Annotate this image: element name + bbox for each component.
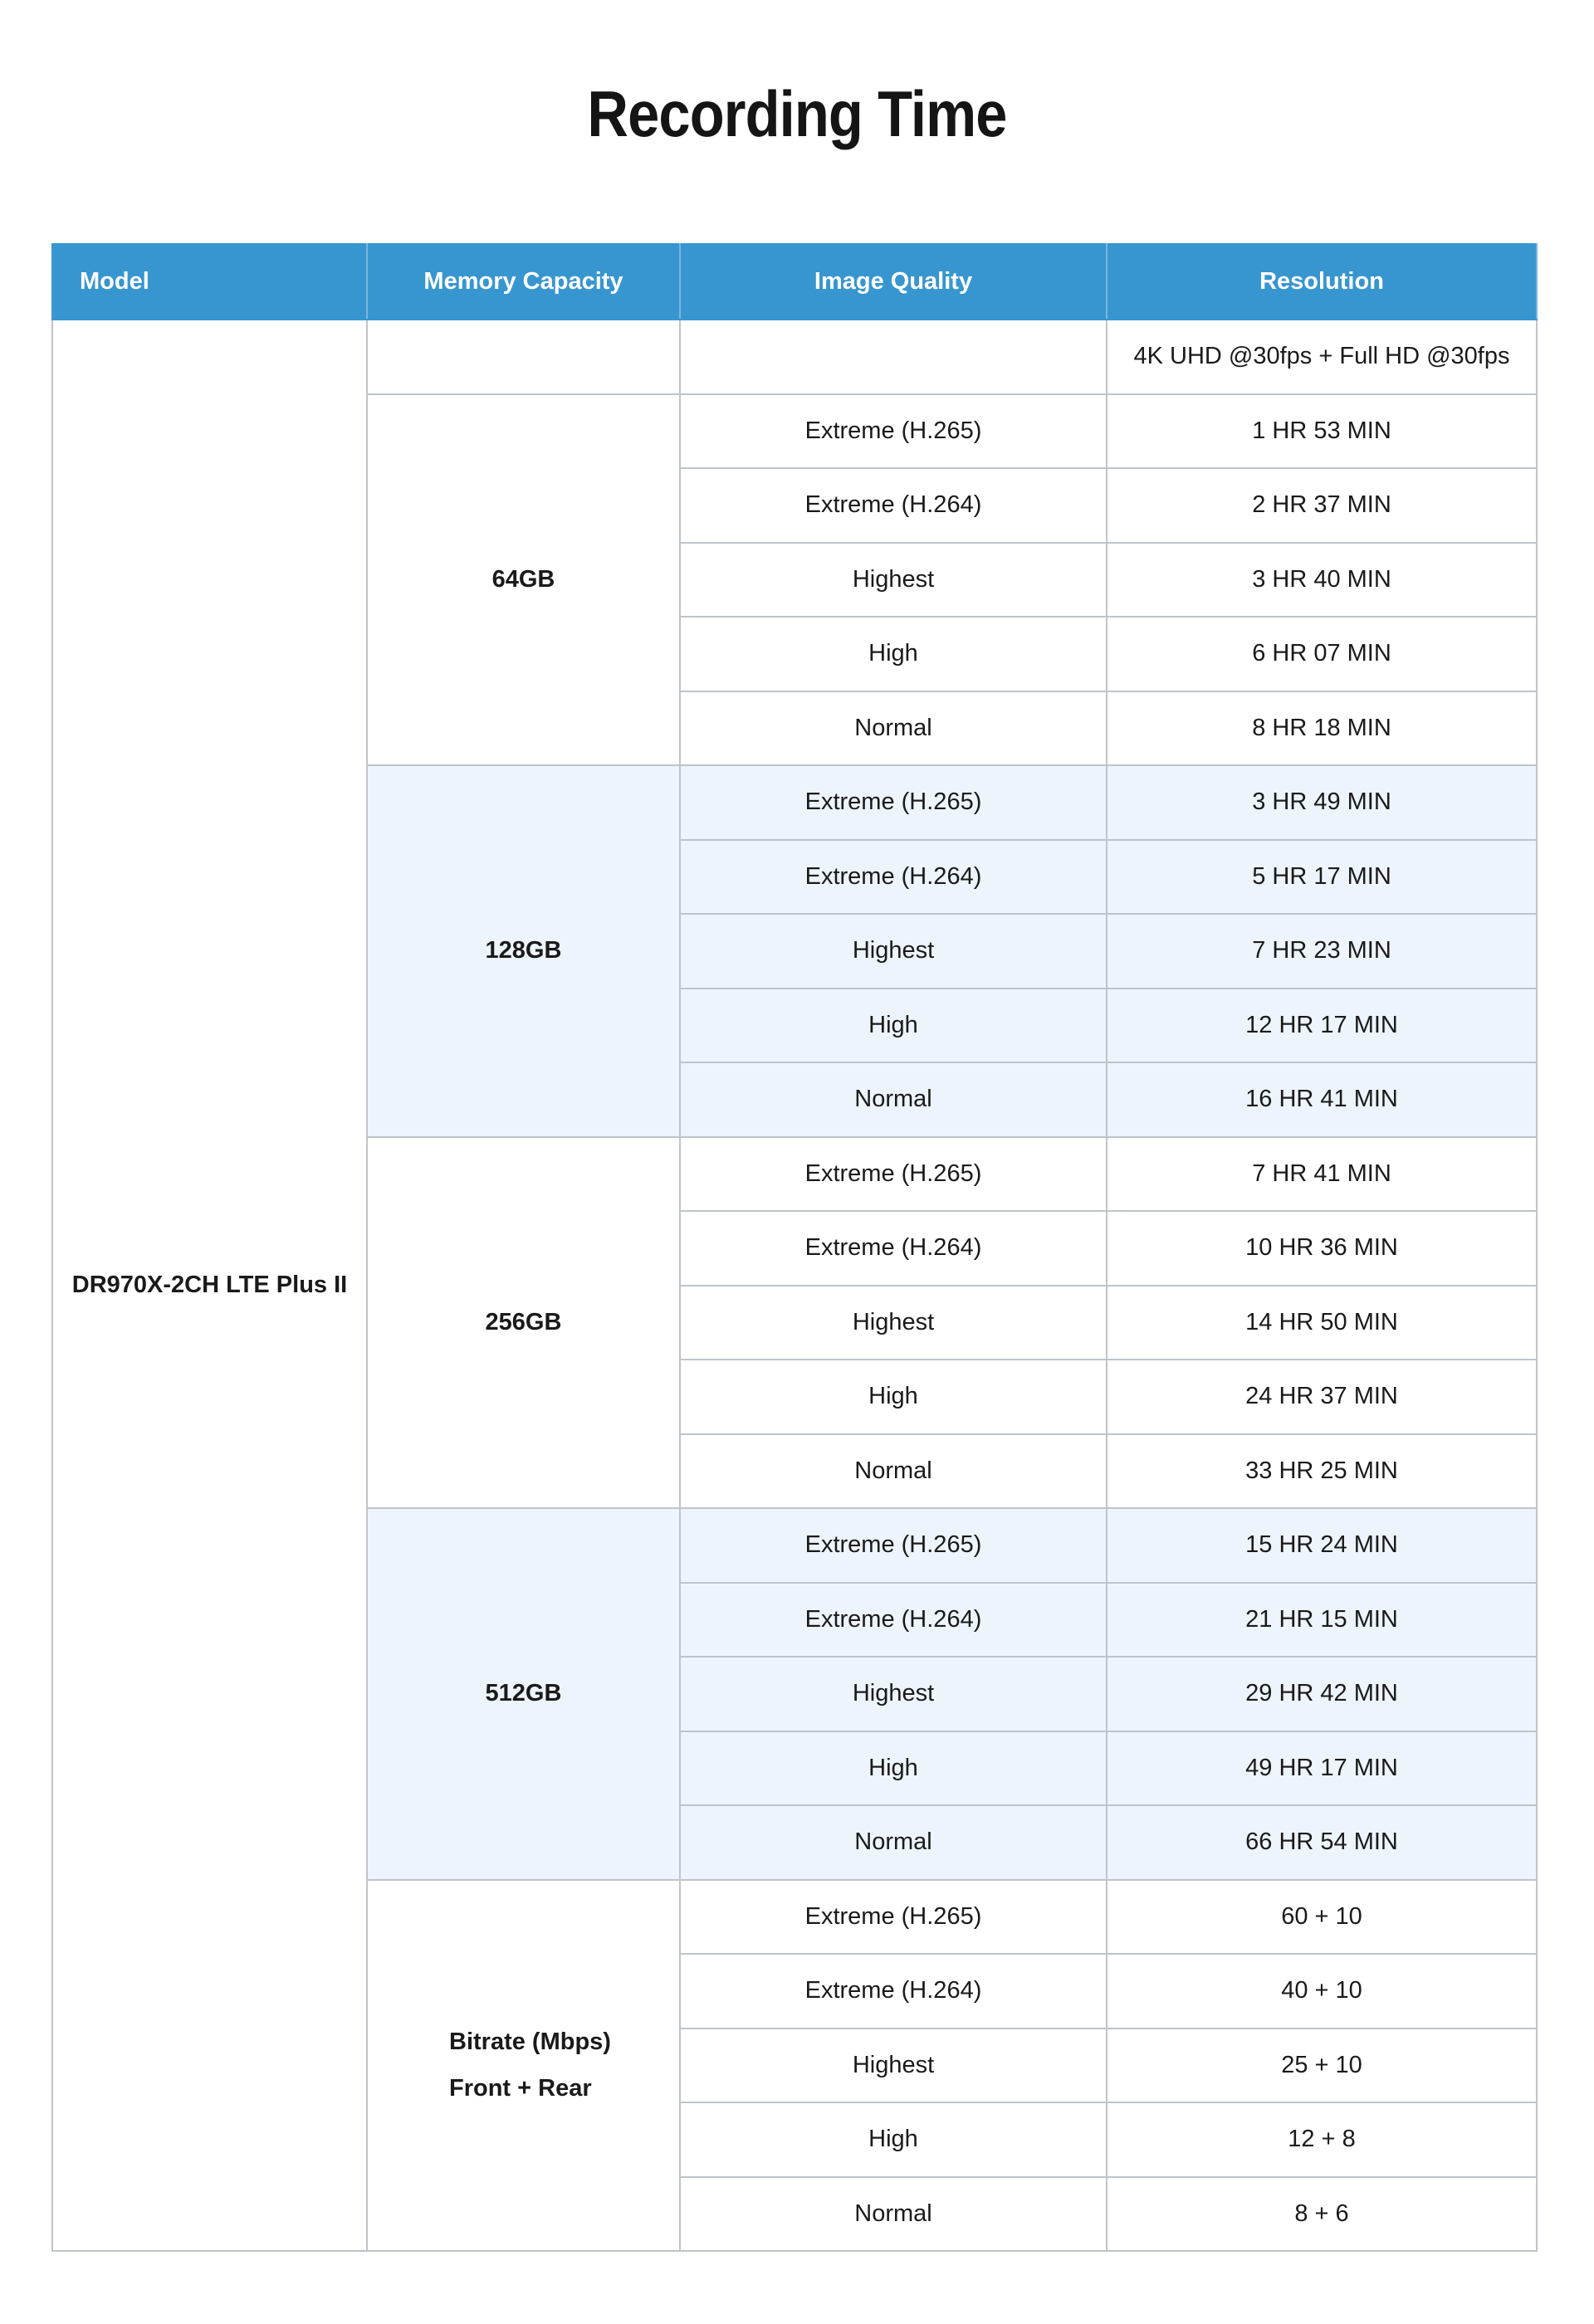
quality-cell: Highest — [680, 1657, 1107, 1731]
quality-cell: Extreme (H.265) — [680, 394, 1107, 469]
quality-cell: High — [680, 1731, 1107, 1806]
empty-cell — [367, 320, 680, 394]
bitrate-value-cell: 60 + 10 — [1107, 1880, 1537, 1955]
time-cell: 2 HR 37 MIN — [1107, 468, 1537, 543]
quality-cell: Extreme (H.264) — [680, 1954, 1107, 2029]
table-header-row — [52, 244, 1537, 320]
quality-cell: Extreme (H.265) — [680, 1508, 1107, 1583]
time-cell: 12 HR 17 MIN — [1107, 989, 1537, 1063]
quality-cell: Highest — [680, 1286, 1107, 1360]
capacity-cell: 256GB — [367, 1137, 680, 1509]
time-cell: 10 HR 36 MIN — [1107, 1211, 1537, 1286]
capacity-cell: 128GB — [367, 765, 680, 1137]
bitrate-sublabel: Front + Rear — [449, 2075, 592, 2102]
quality-cell: Normal — [680, 1062, 1107, 1137]
time-cell: 24 HR 37 MIN — [1107, 1360, 1537, 1434]
time-cell: 29 HR 42 MIN — [1107, 1657, 1537, 1731]
quality-cell: Normal — [680, 691, 1107, 766]
quality-cell: Highest — [680, 543, 1107, 618]
header-memory-capacity: Memory Capacity — [367, 244, 680, 320]
time-cell: 7 HR 41 MIN — [1107, 1137, 1537, 1212]
quality-cell: Extreme (H.264) — [680, 1583, 1107, 1658]
header-resolution: Resolution — [1107, 244, 1537, 320]
header-image-quality: Image Quality — [680, 244, 1107, 320]
bitrate-value-cell: 12 + 8 — [1107, 2102, 1537, 2177]
quality-cell: Extreme (H.265) — [680, 1137, 1107, 1212]
time-cell: 1 HR 53 MIN — [1107, 394, 1537, 469]
time-cell: 16 HR 41 MIN — [1107, 1062, 1537, 1137]
quality-cell: Normal — [680, 1434, 1107, 1509]
quality-cell: Normal — [680, 2177, 1107, 2252]
time-cell: 7 HR 23 MIN — [1107, 914, 1537, 989]
time-cell: 15 HR 24 MIN — [1107, 1508, 1537, 1583]
header-model: Model — [52, 244, 367, 320]
time-cell: 66 HR 54 MIN — [1107, 1805, 1537, 1880]
quality-cell: High — [680, 1360, 1107, 1434]
time-cell: 21 HR 15 MIN — [1107, 1583, 1537, 1658]
quality-cell: High — [680, 989, 1107, 1063]
time-cell: 33 HR 25 MIN — [1107, 1434, 1537, 1509]
empty-cell — [680, 320, 1107, 394]
bitrate-value-cell: 25 + 10 — [1107, 2029, 1537, 2103]
time-cell: 3 HR 49 MIN — [1107, 765, 1537, 840]
time-cell: 3 HR 40 MIN — [1107, 543, 1537, 618]
capacity-cell: 512GB — [367, 1508, 680, 1880]
bitrate-label: Bitrate (Mbps) — [449, 2029, 611, 2056]
quality-cell: High — [680, 2102, 1107, 2177]
time-cell: 8 HR 18 MIN — [1107, 691, 1537, 766]
time-cell: 14 HR 50 MIN — [1107, 1286, 1537, 1360]
quality-cell: Extreme (H.265) — [680, 1880, 1107, 1955]
model-cell: DR970X-2CH LTE Plus II — [52, 320, 367, 2251]
time-cell: 6 HR 07 MIN — [1107, 617, 1537, 691]
resolution-label: 4K UHD @30fps + Full HD @30fps — [1107, 320, 1537, 394]
quality-cell: Highest — [680, 914, 1107, 989]
page-title: Recording Time — [587, 77, 1007, 150]
bitrate-cell — [367, 1880, 680, 2252]
recording-time-table — [51, 243, 1538, 2252]
quality-cell: Highest — [680, 2029, 1107, 2103]
quality-cell: High — [680, 617, 1107, 691]
bitrate-value-cell: 40 + 10 — [1107, 1954, 1537, 2029]
time-cell: 5 HR 17 MIN — [1107, 840, 1537, 915]
capacity-cell: 64GB — [367, 394, 680, 766]
time-cell: 49 HR 17 MIN — [1107, 1731, 1537, 1806]
quality-cell: Extreme (H.265) — [680, 765, 1107, 840]
table-row — [52, 320, 1537, 394]
quality-cell: Extreme (H.264) — [680, 1211, 1107, 1286]
bitrate-value-cell: 8 + 6 — [1107, 2177, 1537, 2252]
quality-cell: Normal — [680, 1805, 1107, 1880]
quality-cell: Extreme (H.264) — [680, 468, 1107, 543]
quality-cell: Extreme (H.264) — [680, 840, 1107, 915]
